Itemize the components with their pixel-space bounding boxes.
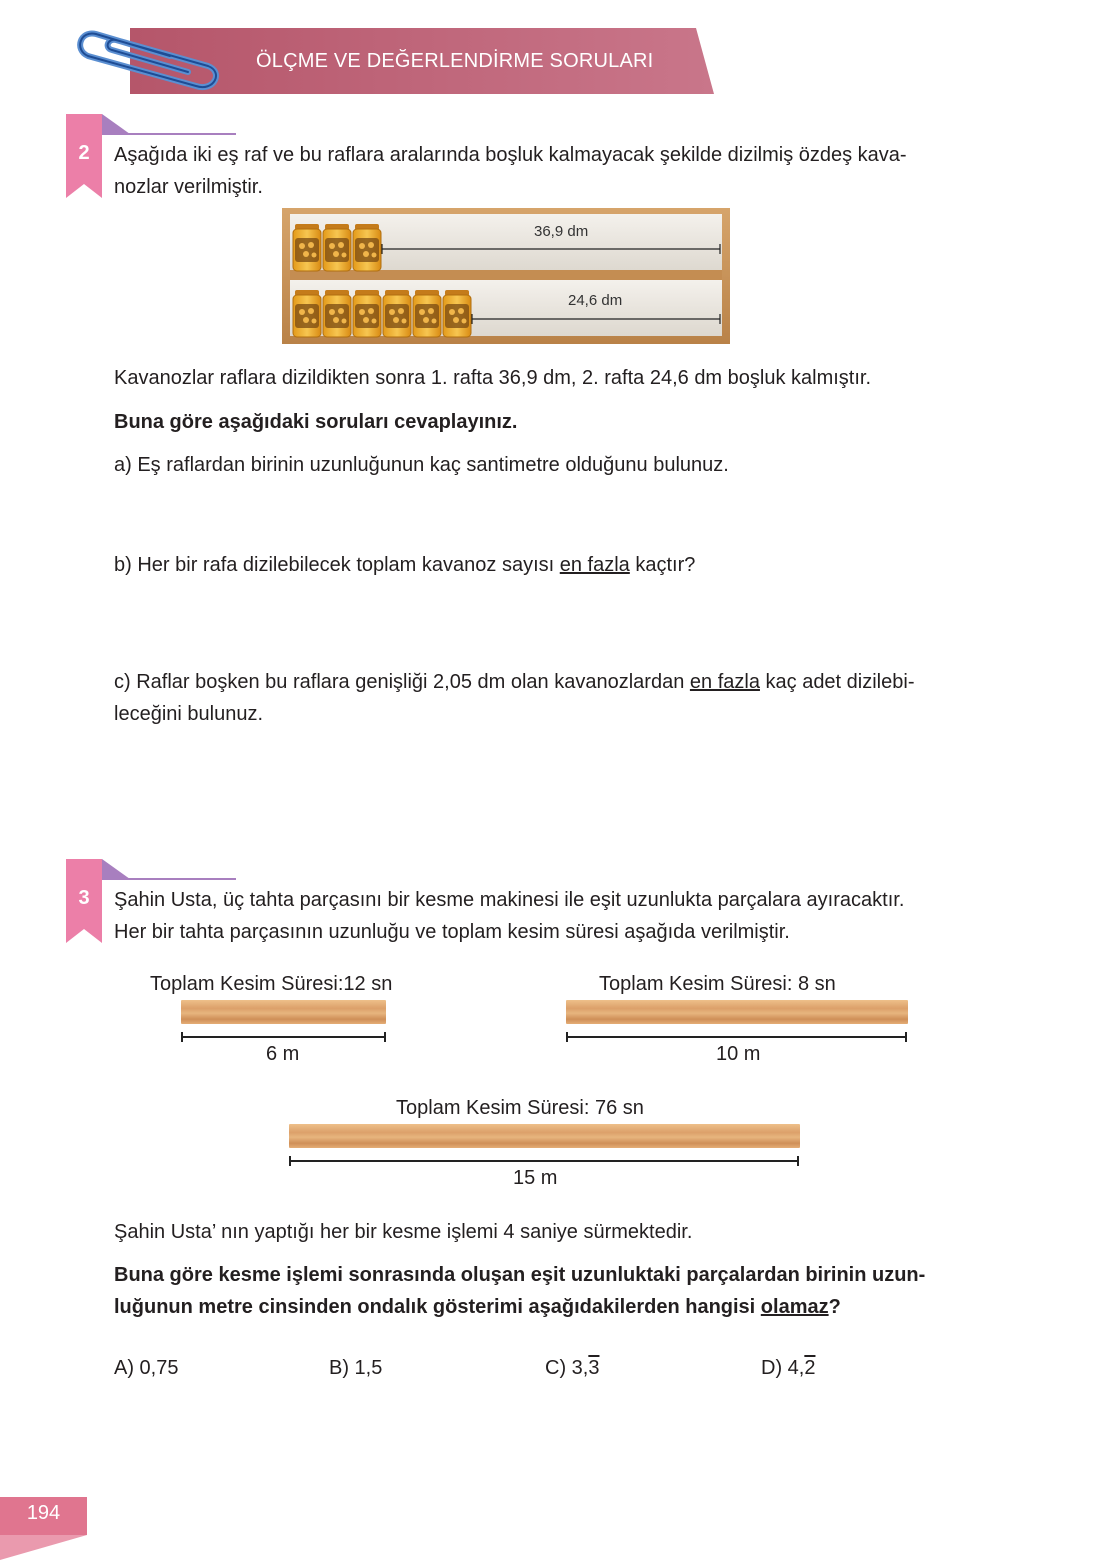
question-3-marker-accent (102, 859, 236, 881)
plank2-time: Toplam Kesim Süresi: 8 sn (599, 973, 836, 995)
paperclip-icon (76, 20, 226, 100)
q3-statement: Şahin Usta’ nın yaptığı her bir kesme işlemi 4 saniye sürmektedir. (114, 1221, 693, 1243)
option-d[interactable]: D) 4,2 (761, 1357, 816, 1379)
plank3-wood (289, 1124, 800, 1148)
plank3-tick-right (797, 1156, 799, 1166)
plank1-length: 6 m (266, 1043, 300, 1065)
question-2-number: 2 (78, 142, 90, 164)
plank1-time: Toplam Kesim Süresi:12 sn (150, 973, 393, 995)
header-title: ÖLÇME VE DEĞERLENDİRME SORULARI (256, 50, 654, 72)
shelf-illustration (282, 208, 730, 344)
plank1-tick-right (384, 1032, 386, 1042)
plank3-tick-left (289, 1156, 291, 1166)
q3-intro-line1: Şahin Usta, üç tahta parçasını bir kesme makinesi ile eşit uzunlukta parçalara ayıracaktır. (114, 889, 905, 911)
q2-part-b: b) Her bir rafa dizilebilecek toplam kavanoz sayısı en fazla kaçtır? (114, 554, 696, 576)
q3-question-line1: Buna göre kesme işlemi sonrasında oluşan eşit uzunluktaki parçalardan birinin uzun- (114, 1264, 926, 1286)
q3-intro-line2: Her bir tahta parçasının uzunluğu ve toplam kesim süresi aşağıda verilmiştir. (114, 921, 790, 943)
q2-instruction: Buna göre aşağıdaki soruları cevaplayınız. (114, 411, 518, 433)
plank3-time: Toplam Kesim Süresi: 76 sn (396, 1097, 644, 1119)
q2-intro-line1: Aşağıda iki eş raf ve bu raflara aralarında boşluk kalmayacak şekilde dizilmiş özdeş kava- (114, 144, 907, 166)
q2-part-c-line2: leceğini bulunuz. (114, 703, 263, 725)
plank2-tick-right (905, 1032, 907, 1042)
question-2-marker-accent (102, 114, 236, 136)
plank2-length: 10 m (716, 1043, 761, 1065)
q2-part-a: a) Eş raflardan birinin uzunluğunun kaç santimetre olduğunu bulunuz. (114, 454, 729, 476)
q2-statement: Kavanozlar raflara dizildikten sonra 1. rafta 36,9 dm, 2. rafta 24,6 dm boşluk kalmıştır. (114, 367, 872, 389)
option-a[interactable]: A) 0,75 (114, 1357, 179, 1379)
shelf1-gap-label: 36,9 dm (534, 223, 589, 240)
question-3-number: 3 (78, 887, 90, 909)
plank2-tick-left (566, 1032, 568, 1042)
option-b[interactable]: B) 1,5 (329, 1357, 383, 1379)
page-number: 194 (26, 1502, 61, 1524)
plank3-length: 15 m (513, 1167, 558, 1189)
plank1-wood (181, 1000, 386, 1024)
q2-part-c-line1: c) Raflar boşken bu raflara genişliği 2,05 dm olan kavanozlardan en fazla kaç adet dizilebi- (114, 671, 915, 693)
plank2-wood (566, 1000, 908, 1024)
option-c[interactable]: C) 3,3 (545, 1357, 600, 1379)
plank1-tick-left (181, 1032, 183, 1042)
q3-question-line2: luğunun metre cinsinden ondalık gösterimi aşağıdakilerden hangisi olamaz? (114, 1296, 841, 1318)
shelf2-gap-label: 24,6 dm (568, 292, 623, 309)
q2-intro-line2: nozlar verilmiştir. (114, 176, 263, 198)
